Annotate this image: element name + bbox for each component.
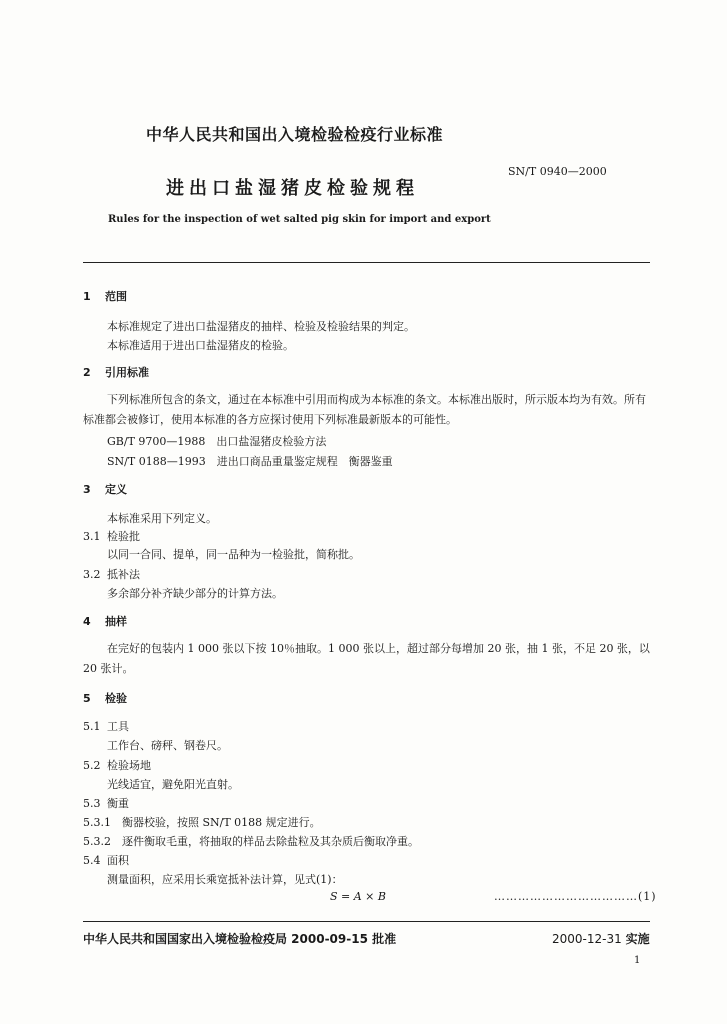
clause-5-3-1: 5.3.1 衡器校验，按照 SN/T 0188 规定进行。 (83, 816, 321, 829)
normative-reference: GB/T 9700—1988 出口盐湿猪皮检验方法 (107, 435, 327, 448)
clause-title: 检验场地 (107, 759, 151, 772)
clause-5-3-2: 5.3.2 逐件衡取毛重，将抽取的样品去除盐粒及其杂质后衡取净重。 (83, 835, 419, 848)
section-number: 5 (83, 692, 91, 705)
implementation-date (552, 930, 650, 947)
clause-5-3 (83, 795, 129, 811)
equation-number: ………………………………(1) (494, 890, 657, 903)
implementation-label: 实施 (625, 932, 650, 946)
section-title: 范围 (105, 290, 127, 303)
clause-3-1 (83, 528, 140, 544)
section-2-heading (83, 364, 149, 380)
section-title: 抽样 (105, 615, 127, 628)
paragraph: 下列标准所包含的条文，通过在本标准中引用而构成为本标准的条文。本标准出版时，所示版本均为有效。所有标准都会被修订，使用本标准的各方应探讨使用下列标准最新版本的可能性。 (83, 393, 646, 426)
clause-title: 工具 (107, 720, 129, 733)
paragraph: 在完好的包装内 1 000 张以下按 10％抽取。1 000 张以上，超过部分每增加 20 张，抽 1 张，不足 20 张，以 20 张计。 (83, 642, 650, 675)
section-number: 3 (83, 483, 91, 496)
document-title-english: Rules for the inspection of wet salted pig skin for import and export (108, 214, 491, 225)
paragraph: 本标准规定了进出口盐湿猪皮的抽样、检验及检验结果的判定。 (107, 320, 415, 333)
section-number: 2 (83, 366, 91, 379)
paragraph: 以同一合同、提单，同一品种为一检验批，简称批。 (107, 548, 360, 561)
clause-title: 面积 (107, 854, 129, 867)
section-number: 4 (83, 615, 91, 628)
paragraph: 本标准适用于进出口盐湿猪皮的检验。 (107, 339, 294, 352)
section-title: 引用标准 (105, 366, 149, 379)
normative-reference: SN/T 0188—1993 进出口商品重量鉴定规程 衡器鉴重 (107, 455, 393, 468)
implementation-date-value: 2000-12-31 (552, 932, 622, 946)
clause-5-2 (83, 757, 151, 773)
clause-number: 5.1 (83, 720, 101, 733)
section-4-heading (83, 613, 127, 629)
clause-number: 5.3 (83, 797, 101, 810)
clause-5-4 (83, 852, 129, 868)
paragraph: 光线适宜，避免阳光直射。 (107, 778, 239, 791)
standard-code: SN/T 0940—2000 (508, 165, 607, 178)
clause-5-1 (83, 718, 129, 734)
section-title: 检验 (105, 692, 127, 705)
paragraph: 工作台、磅秤、钢卷尺。 (107, 739, 228, 752)
header-divider (83, 262, 650, 263)
section-number: 1 (83, 290, 91, 303)
section-1-heading (83, 288, 127, 304)
clause-title: 抵补法 (107, 568, 140, 581)
page-number: 1 (634, 955, 641, 966)
clause-number: 3.2 (83, 568, 101, 581)
clause-number: 3.1 (83, 530, 101, 543)
clause-number: 5.2 (83, 759, 101, 772)
paragraph: 多余部分补齐缺少部分的计算方法。 (107, 587, 283, 600)
approval-statement: 中华人民共和国国家出入境检验检疫局 2000-09-15 批准 (83, 932, 397, 946)
document-title: 进出口盐湿猪皮检验规程 (166, 178, 419, 199)
clause-number: 5.4 (83, 854, 101, 867)
issuing-organization: 中华人民共和国出入境检验检疫行业标准 (146, 125, 444, 144)
clause-title: 检验批 (107, 530, 140, 543)
footer-divider (83, 921, 650, 922)
area-formula: S = A × B (330, 890, 386, 903)
paragraph: 测量面积，应采用长乘宽抵补法计算，见式(1)： (107, 873, 343, 886)
clause-3-2 (83, 566, 140, 582)
paragraph: 本标准采用下列定义。 (107, 512, 217, 525)
section-title: 定义 (105, 483, 127, 496)
section-5-heading (83, 690, 127, 706)
section-3-heading (83, 481, 127, 497)
clause-title: 衡重 (107, 797, 129, 810)
